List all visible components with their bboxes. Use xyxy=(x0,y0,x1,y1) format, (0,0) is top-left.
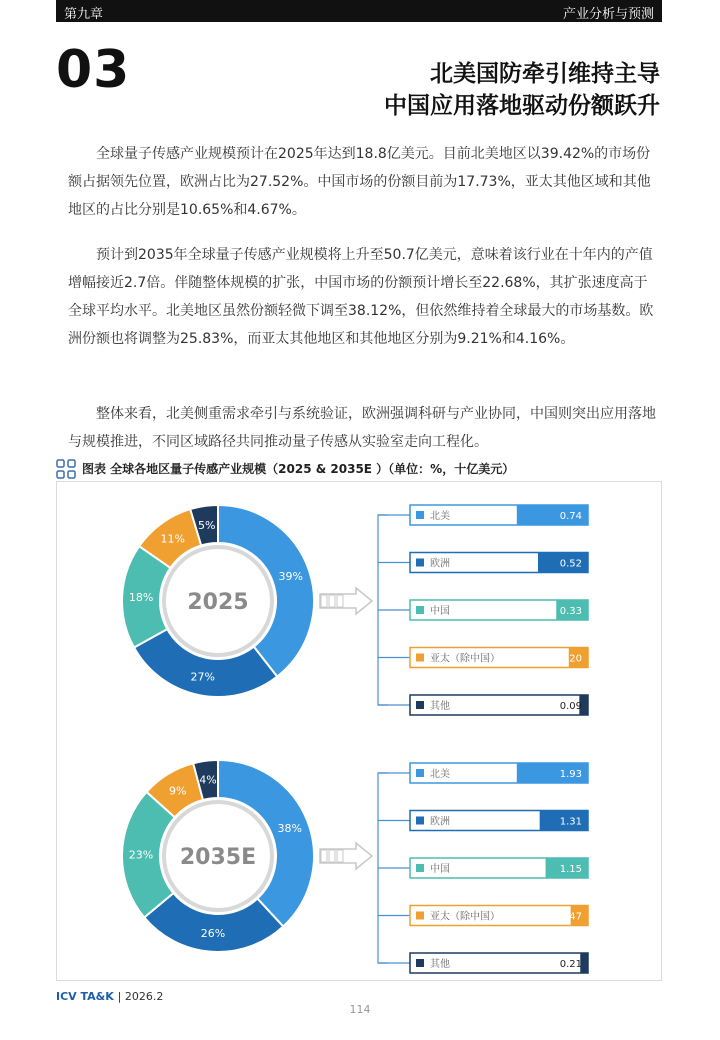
slice-label-欧洲: 26% xyxy=(200,926,226,940)
bar-value-其他: 0.09 xyxy=(559,701,582,712)
arrow-stripe xyxy=(337,595,343,607)
bar-label-亚太: 亚太（除中国） xyxy=(430,653,500,665)
bar-swatch-欧洲 xyxy=(416,559,424,567)
slice-label-其他: 4% xyxy=(199,773,217,787)
slice-label-亚太: 11% xyxy=(160,532,185,546)
arrow-stripe xyxy=(321,850,327,862)
figure-title: 图表 全球各地区量子传感产业规模（2025 & 2035E ）（单位：%，十亿美元） xyxy=(82,462,515,476)
bar-swatch-北美 xyxy=(416,769,424,777)
donut-center-label: 2035E xyxy=(179,845,257,870)
arrow-icon xyxy=(320,843,372,869)
page-number: 114 xyxy=(349,1003,371,1016)
bar-label-亚太: 亚太（除中国） xyxy=(430,911,500,923)
bar-value-其他: 0.21 xyxy=(559,959,582,970)
bar-label-欧洲: 欧洲 xyxy=(430,558,450,570)
bar-swatch-亚太 xyxy=(416,654,424,662)
bar-swatch-其他 xyxy=(416,701,424,709)
chapter-label: 第九章 xyxy=(64,7,104,22)
bar-value-北美: 0.74 xyxy=(559,511,582,522)
arrow-stripe xyxy=(321,595,327,607)
brand-logo: ICV TA&K xyxy=(56,990,114,1003)
bar-swatch-中国 xyxy=(416,864,424,872)
bar-value-欧洲: 1.31 xyxy=(559,816,582,828)
footer-date: 2026.2 xyxy=(124,990,164,1003)
bar-label-其他: 其他 xyxy=(430,701,450,712)
slice-label-其他: 5% xyxy=(198,518,216,532)
title-line-2: 中国应用落地驱动份额跃升 xyxy=(384,93,660,119)
slice-label-亚太: 9% xyxy=(168,784,187,798)
bar-swatch-中国 xyxy=(416,606,424,614)
arrow-stripe xyxy=(329,850,335,862)
donut-center-label: 2025 xyxy=(187,590,249,615)
slice-label-北美: 38% xyxy=(277,821,302,835)
bar-label-其他: 其他 xyxy=(430,959,450,970)
bar-value-亚太: 0.20 xyxy=(559,653,582,665)
paragraph-3: 整体来看，北美侧重需求牵引与系统验证，欧洲强调科研与产业协同，中国则突出应用落地与规模推进，不同区域路径共同推动量子传感从实验室走向工程化。 xyxy=(68,406,656,450)
title-line-1: 北美国防牵引维持主导 xyxy=(430,61,660,87)
arrow-icon xyxy=(320,588,372,614)
paragraph-2: 预计到2035年全球量子传感产业规模将上升至50.7亿美元，意味着该行业在十年内的产值增幅接近2.7倍。伴随整体规模的扩张，中国市场的份额预计增长至22.68%，其扩张速度高于全球平均水平。北美地区虽然份额轻微下调至38.12%，但依然维持着全球最大的市场基数。欧洲份额也将调整为25.83%，而亚太其他地区和其他地区分别为9.21%和4.16%。 xyxy=(68,247,654,347)
arrow-stripe xyxy=(329,595,335,607)
section-label: 产业分析与预测 xyxy=(562,7,654,22)
bar-value-亚太: 0.47 xyxy=(559,911,582,923)
market-share-chart xyxy=(56,481,662,981)
bar-label-北美: 北美 xyxy=(430,769,450,780)
bar-value-欧洲: 0.52 xyxy=(559,558,582,570)
paragraph-1: 全球量子传感产业规模预计在2025年达到18.8亿美元。目前北美地区以39.42%的市场份额占据领先位置，欧洲占比为27.52%。中国市场的份额目前为17.73%，亚太其他区域和其他地区的占比分别是10.65%和4.67%。 xyxy=(68,146,651,218)
figure-grid-icon xyxy=(56,459,76,479)
section-number: 03 xyxy=(56,40,131,100)
arrow-stripe xyxy=(337,850,343,862)
bar-label-欧洲: 欧洲 xyxy=(430,816,450,828)
bar-label-北美: 北美 xyxy=(430,511,450,522)
bar-label-中国: 中国 xyxy=(430,864,450,875)
bar-label-中国: 中国 xyxy=(430,606,450,617)
bar-value-北美: 1.93 xyxy=(559,769,582,780)
bar-swatch-欧洲 xyxy=(416,817,424,825)
bar-value-中国: 0.33 xyxy=(559,606,582,617)
page-title xyxy=(384,58,660,122)
header-bar xyxy=(56,0,662,22)
bar-swatch-其他 xyxy=(416,959,424,967)
footer-brand: ICV TA&K | 2026.2 xyxy=(56,990,164,1003)
slice-label-中国: 23% xyxy=(128,848,154,862)
slice-label-欧洲: 27% xyxy=(190,670,215,684)
slice-label-北美: 39% xyxy=(278,569,304,583)
bar-value-中国: 1.15 xyxy=(559,864,582,875)
bar-swatch-亚太 xyxy=(416,912,424,920)
bar-swatch-北美 xyxy=(416,511,424,519)
slice-label-中国: 18% xyxy=(128,591,154,605)
